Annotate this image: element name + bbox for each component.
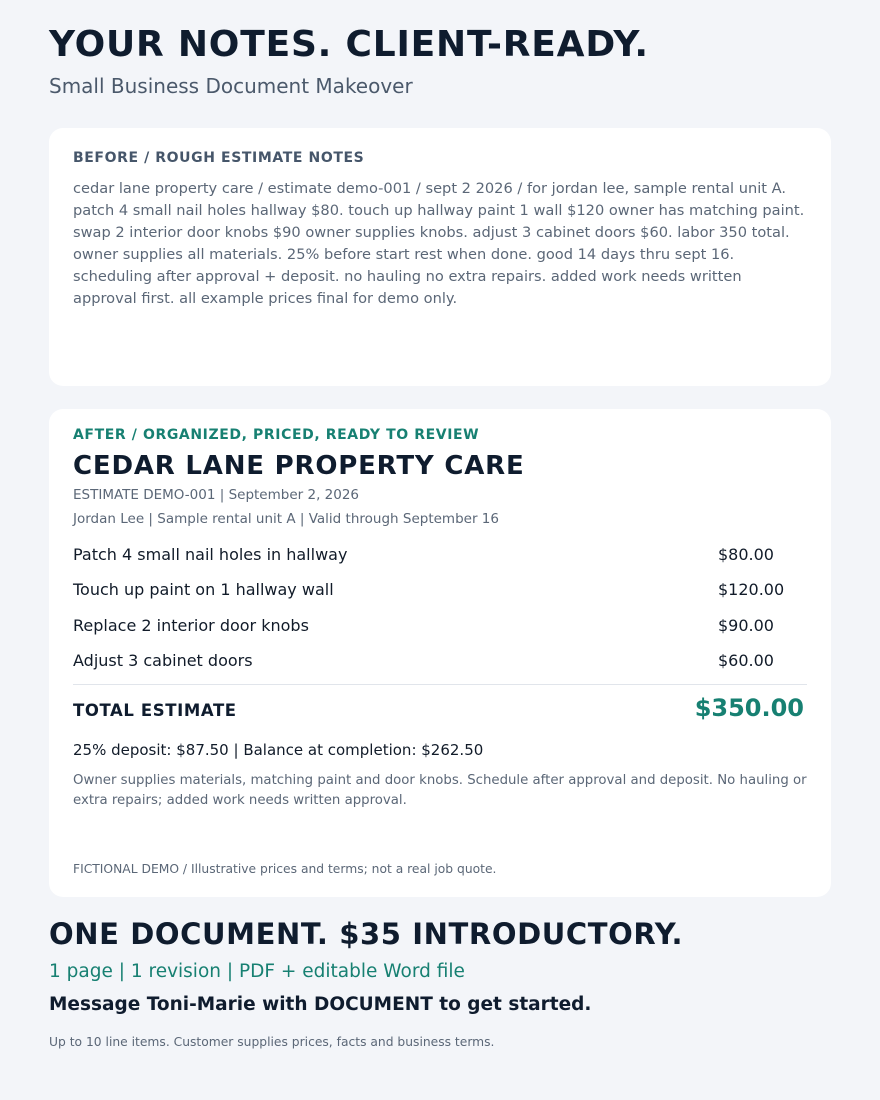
before-card <box>49 128 831 386</box>
estimate-meta-line: ESTIMATE DEMO-001 | September 2, 2026 <box>73 487 360 503</box>
offer-details: 1 page | 1 revision | PDF + editable Word file <box>49 961 465 982</box>
terms-text: Owner supplies materials, matching paint and door knobs. Schedule after approval and deposit. No hauling or extra repairs; added work needs written approval. <box>73 773 807 808</box>
call-to-action: Message Toni-Marie with DOCUMENT to get started. <box>49 994 592 1015</box>
page-headline: YOUR NOTES. CLIENT-READY. <box>49 24 649 65</box>
total-label: TOTAL ESTIMATE <box>73 701 237 721</box>
client-meta-line: Jordan Lee | Sample rental unit A | Valid through September 16 <box>73 511 499 527</box>
line-item-description: Patch 4 small nail holes in hallway <box>73 545 348 564</box>
line-item-price: $60.00 <box>718 650 774 670</box>
rough-notes-text: cedar lane property care / estimate demo-001 / sept 2 2026 / for jordan lee, sample rental unit A. patch 4 small nail holes hallway $80. touch up hallway paint 1 wall $120 owner has matching paint. swap 2 interior door knobs $90 owner supplies knobs. adjust 3 cabinet doors $60. labor 350 total. owner supplies all materials. 25% before start rest when done. good 14 days thru sept 16. scheduling after approval + deposit. no hauling no extra repairs. added work needs written approval first. all example prices final for demo only. <box>73 180 805 307</box>
line-item-price: $80.00 <box>718 545 774 564</box>
offer-headline: ONE DOCUMENT. $35 INTRODUCTORY. <box>49 917 684 951</box>
before-label: BEFORE / ROUGH ESTIMATE NOTES <box>73 150 365 166</box>
total-row <box>73 685 807 739</box>
line-item <box>73 545 807 580</box>
page-subhead: Small Business Document Makeover <box>49 74 413 98</box>
line-item-price: $120.00 <box>718 580 785 600</box>
deposit-line: 25% deposit: $87.50 | Balance at completion: $262.50 <box>73 741 484 760</box>
line-item-description: Touch up paint on 1 hallway wall <box>73 580 334 600</box>
line-item-description: Adjust 3 cabinet doors <box>73 650 253 670</box>
line-item <box>73 580 807 615</box>
after-card <box>49 409 831 897</box>
line-item-price: $90.00 <box>718 615 774 635</box>
total-value: $350.00 <box>694 694 804 723</box>
demo-disclaimer: FICTIONAL DEMO / Illustrative prices and terms; not a real job quote. <box>73 862 497 876</box>
line-item <box>73 651 807 686</box>
line-items-list <box>73 545 807 686</box>
offer-footnote: Up to 10 line items. Customer supplies prices, facts and business terms. <box>49 1035 495 1049</box>
business-name: CEDAR LANE PROPERTY CARE <box>73 451 525 481</box>
after-label: AFTER / ORGANIZED, PRICED, READY TO REVIEW <box>73 427 480 443</box>
line-item <box>73 616 807 651</box>
line-item-description: Replace 2 interior door knobs <box>73 615 309 635</box>
